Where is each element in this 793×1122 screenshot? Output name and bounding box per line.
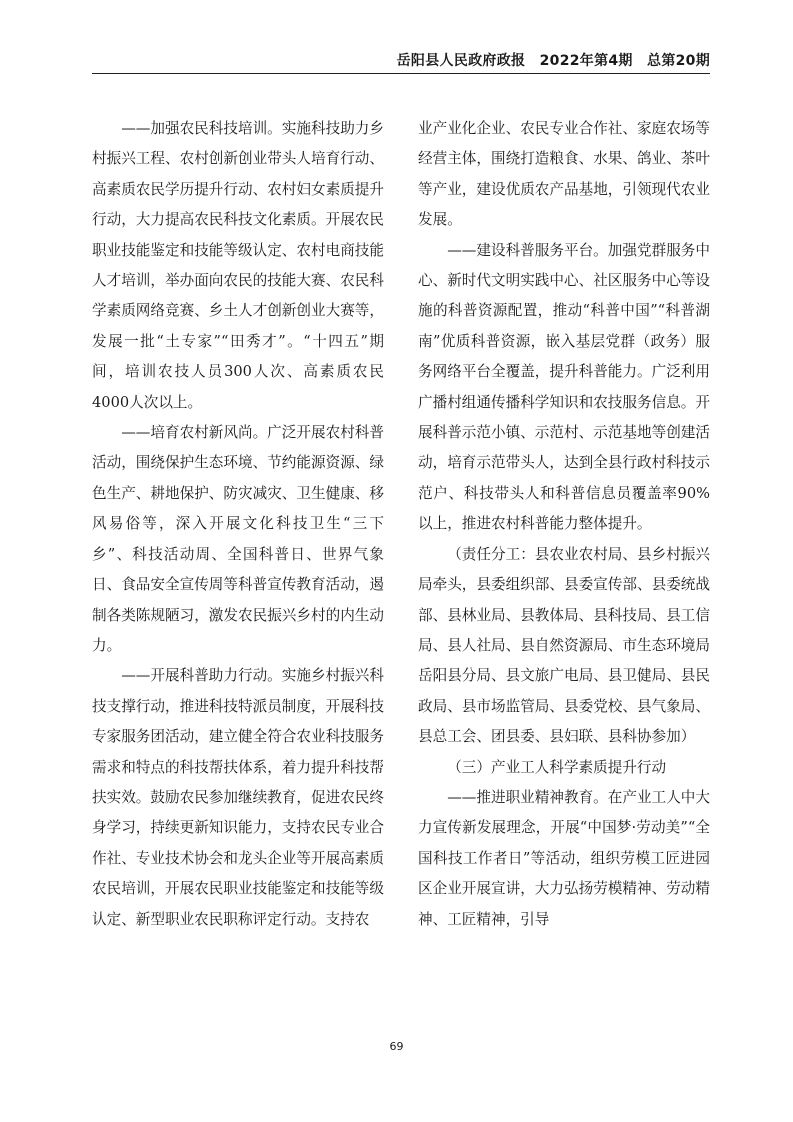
- page-number: 69: [389, 1040, 404, 1053]
- paragraph-science-assistance: ——开展科普助力行动。实施乡村振兴科技支撑行动，推进科技特派员制度，开展科技专家服务团活动，建立健全符合农业科技服务需求和特点的科技帮扶体系，着力提升科技帮扶实效。鼓励农民参加继续教育，促进农民终身学习，持续更新知识能力，支持农民专业合作社、专业技术协会和龙头企业等开展高素质农民培训，开展农民职业技能鉴定和技能等级认定、新型职业农民职称评定行动。支持农: [92, 667, 384, 928]
- left-column: [92, 114, 384, 935]
- paragraph-responsibility: （责任分工：县农业农村局、县乡村振兴局牵头，县委组织部、县委宣传部、县委统战部、县林业局、县教体局、县科技局、县工信局、县人社局、县自然资源局、市生态环境局岳阳县分局、县文旅广电局、县卫健局、县民政局、县市场监管局、县委党校、县气象局、县总工会、团县委、县妇联、县科协参加）: [418, 545, 710, 746]
- paragraph-service-platform: ——建设科普服务平台。加强党群服务中心、新时代文明实践中心、社区服务中心等设施的科普资源配置，推动“科普中国”“科普湖南”优质科普资源，嵌入基层党群（政务）服务网络平台全覆盖，提升科普能力。广泛利用广播村组通传播科学知识和农技服务信息。开展科普示范小镇、示范村、示范基地等创建活动，培育示范带头人，达到全县行政村科技示范户、科技带头人和科普信息员覆盖率90%以上，推进农村科普能力整体提升。: [418, 241, 710, 533]
- paragraph-rural-customs: ——培育农村新风尚。广泛开展农村科普活动，围绕保护生态环境、节约能源资源、绿色生产、耕地保护、防灾减灾、卫生健康、移风易俗等，深入开展文化科技卫生“三下乡”、科技活动周、全国科普日、世界气象日、食品安全宣传周等科普宣传教育活动，遏制各类陈规陋习，激发农民振兴乡村的内生动力。: [92, 424, 384, 654]
- paragraph-vocational-spirit: ——推进职业精神教育。在产业工人中大力宣传新发展理念，开展“中国梦·劳动美”“全国科技工作者日”等活动，组织劳模工匠进园区企业开展宣讲，大力弘扬劳模精神、劳动精神、工匠精神，引导: [418, 788, 710, 928]
- right-column: [418, 114, 710, 935]
- paragraph-farmer-training: ——加强农民科技培训。实施科技助力乡村振兴工程、农村创新创业带头人培育行动、高素质农民学历提升行动、农村妇女素质提升行动，大力提高农民科技文化素质。开展农民职业技能鉴定和技能等级认定、农村电商技能人才培训，举办面向农民的技能大赛、农民科学素质网络竞赛、乡土人才创新创业大赛等，发展一批“土专家”“田秀才”。“十四五”期间，培训农技人员300人次、高素质农民4000人次以上。: [92, 120, 384, 411]
- paragraph-continuation: 业产业化企业、农民专业合作社、家庭农场等经营主体，围绕打造粮食、水果、鸽业、茶叶等产业，建设优质农产品基地，引领现代农业发展。: [418, 120, 710, 229]
- journal-header: 岳阳县人民政府政报 2022年第4期 总第20期: [396, 53, 710, 69]
- header-divider: [92, 73, 710, 74]
- section-subheading: （三）产业工人科学素质提升行动: [447, 758, 667, 776]
